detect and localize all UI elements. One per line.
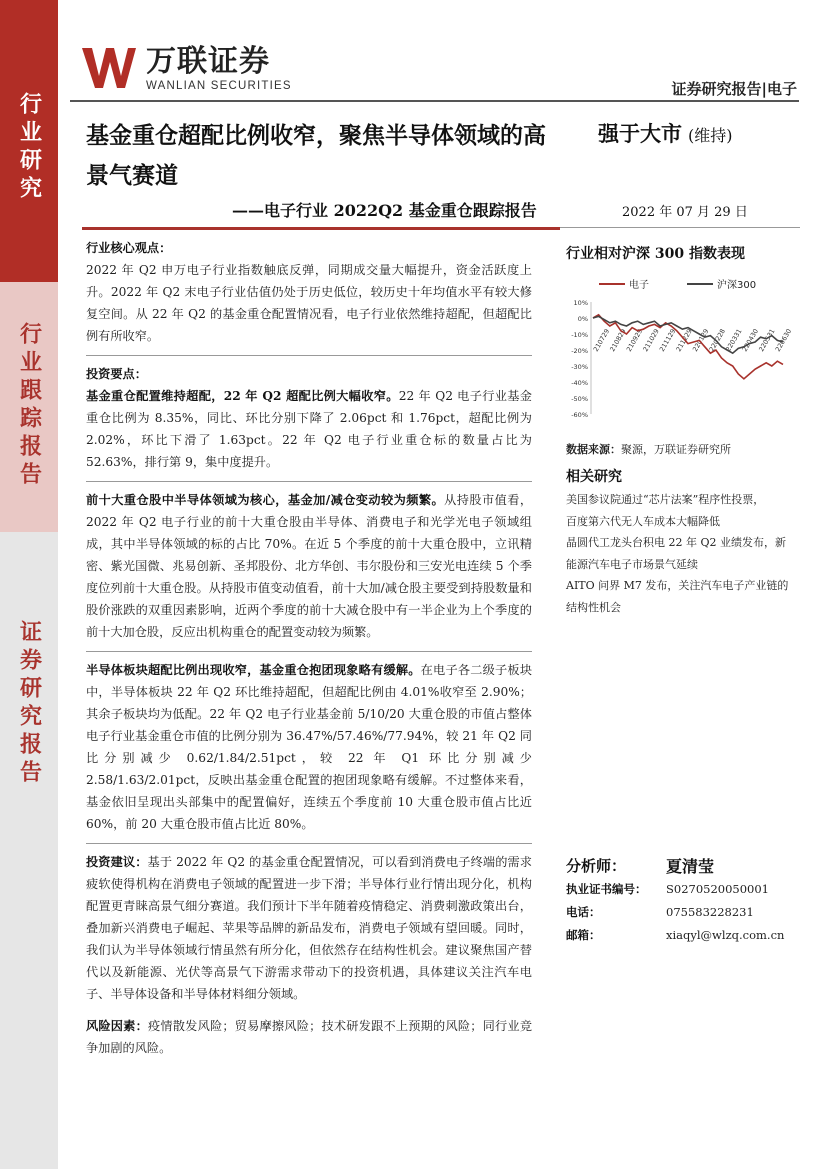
x-tick-label: 210729 [591,327,612,353]
point-4-lead: 投资建议： [86,855,148,869]
related-research-list [566,489,802,618]
phone-number: 075583228231 [666,904,754,919]
x-tick-label: 210829 [608,327,628,353]
point-3-text: 在电子各二级子板块中，半导体板块 22 年 Q2 环比维持超配，但超配比例由 4.01%收窄至 2.90%；其余子板块均为低配。22 年 Q2 电子行业基金前 5/10/20 大重仓股的市值占整体电子行业基金重仓市值的比例分别为 36.47%/57.46%/77.94%，较 21 年 Q2 同比分别减少 0.62/1.84/2.51pct，较 22 年 Q1 环比分别减少 2.58/1.63/2.01pct，反映出基金重仓配置的抱团现象略有缓解。不过整体来看，基金依旧呈现出头部集中的配置偏好，连续五个季度前 10 大重仓股市值占比近 60%，前 20 大重仓股市值占比近 80%。 [86,663,533,831]
related-research-title: 相关研究 [566,469,622,485]
logo-chinese-name: 万联证券 [146,44,270,79]
report-subtitle: ——电子行业 2022Q2 基金重仓跟踪报告 [232,201,537,220]
point-1-lead: 基金重仓配置维持超配，22 年 Q2 超配比例大幅收窄。 [86,389,399,403]
title-divider-gray [560,227,800,228]
chart-title: 行业相对沪深 300 指数表现 [566,246,745,262]
sidebar-block-tracking [0,282,58,532]
legend-label: 电子 [629,280,649,291]
logo-w-icon [82,46,136,90]
related-item[interactable]: 能源汽车电子市场景气延续 [566,557,698,571]
section-divider [86,481,532,482]
y-tick-label: -10% [571,331,588,339]
x-tick-label: 211229 [674,327,694,353]
y-tick-label: -60% [571,411,588,419]
cert-number: S0270520050001 [666,881,769,896]
analyst-info [566,854,802,946]
report-title: 基金重仓超配比例收窄，聚焦半导体领域的高景气赛道 [86,123,546,189]
point-4 [86,851,532,1005]
main-content [86,237,532,1059]
sidebar-block-research [0,0,58,282]
related-item[interactable]: 百度第六代无人车成本大幅降低 [566,514,720,528]
cert-label: 执业证书编号： [566,881,647,896]
rating-label: 强于大市 [598,122,682,146]
email-label: 邮箱： [566,927,601,942]
core-text: 2022 年 Q2 申万电子行业指数触底反弹，同期成交量大幅提升，资金活跃度上升。2022 年 Q2 末电子行业估值仍处于历史低位，较历史十年均值水平有较大修复空间。从 22 年 Q2 的基金重仓配置情况看，电子行业依然维持超配，但超配比例有所收窄。 [86,263,532,343]
x-tick-label: 220129 [691,327,711,353]
left-sidebar [0,0,58,1169]
phone-label: 电话： [566,904,601,919]
x-tick-label: 210929 [624,327,645,353]
point-1 [86,385,532,473]
data-source [566,441,731,457]
point-2-lead: 前十大重仓股中半导体领域为核心，基金加/减仓变动较为频繁。 [86,493,445,507]
point-3 [86,659,532,835]
point-1-text: 22 年 Q2 电子行业基金重仓比例为 8.35%，同比、环比分别下降了 2.06pct 和 1.76pct，超配比例为 2.02%，环比下滑了 1.63pct。22 年 Q2 电子行业重仓标的数量占比为 52.63%，排行第 9，集中度提升。 [86,389,532,469]
point-5-lead: 风险因素： [86,1019,148,1033]
source-label: 数据来源： [566,443,621,456]
x-tick-label: 220531 [757,327,777,353]
sidebar-label-securities: 证券研究报告 [16,620,42,788]
x-tick-label: 211129 [657,327,678,353]
point-5 [86,1015,532,1059]
section-divider [86,355,532,356]
x-tick-label: 220630 [773,327,794,353]
logo-english-name: WANLIAN SECURITIES [146,80,292,92]
invest-heading: 投资要点： [86,367,147,381]
y-tick-label: 0% [577,315,588,323]
point-4-text: 基于 2022 年 Q2 的基金重仓配置情况，可以看到消费电子终端的需求疲软使得机构在消费电子领域的配置进一步下滑；半导体行业行情出现分化，机构配置更青睐高景气细分赛道。我们预计下半年随着疫情稳定、消费刺激政策出台，叠加新兴消费电子崛起、苹果等品牌的新品发布，消费电子领域有望回暖。同时，我们认为半导体领域行情虽然有所分化，但依然存在结构性机会。建议聚焦国产替代以及新能源、光伏等高景气下游需求带动下的投资机遇，具体建议关注汽车电子、半导体设备和半导体材料细分领域。 [86,855,532,1001]
y-tick-label: -30% [571,363,588,371]
x-tick-label: 211029 [641,327,661,353]
analyst-label: 分析师： [566,857,627,875]
company-logo [82,46,292,92]
sidebar-label-research: 行业研究 [16,92,42,204]
rating-box [598,118,768,148]
sidebar-block-securities [0,532,58,1169]
rating-sub: (维持) [688,126,733,145]
y-tick-label: -50% [571,395,588,403]
related-item[interactable]: 结构性机会 [566,600,621,614]
point-2-text: 从持股市值看，2022 年 Q2 电子行业的前十大重仓股由半导体、消费电子和光学光电子领域组成，其中半导体领域的标的占比 70%。在近 5 个季度的前十大重仓股中，立讯精密、紫光国微、兆易创新、圣邦股份、北方华创、韦尔股份和三安光电连续 5 个季度位列前十大重仓股。从持股市值变动值看，前十大加/减仓股主要受到持股数量和股价涨跌的双重因素影响，近两个季度的前十大减仓股中有一半企业为上个季度的前十大加仓股，反应出机构重仓的配置变动较为频繁。 [86,493,533,639]
relative-performance-chart [563,272,799,432]
legend-label: 沪深300 [717,280,757,291]
email-address[interactable]: xiaqyl@wlzq.com.cn [666,927,785,942]
related-item[interactable]: AITO 问界 M7 发布，关注汽车电子产业链的 [566,579,789,592]
point-3-lead: 半导体板块超配比例出现收窄，基金重仓抱团现象略有缓解。 [86,663,421,677]
report-type: 证券研究报告|电子 [671,80,797,98]
x-tick-label: 220430 [740,327,761,353]
point-2 [86,489,532,643]
section-divider [86,651,532,652]
x-tick-label: 220228 [707,327,727,353]
related-item[interactable]: 美国参议院通过“芯片法案”程序性投票， [566,493,765,506]
section-divider [86,843,532,844]
sidebar-label-tracking: 行业跟踪报告 [16,322,42,490]
y-tick-label: -20% [571,347,588,355]
y-tick-label: -40% [571,379,588,387]
report-date: 2022 年 07 月 29 日 [622,205,748,220]
source-text: 聚源，万联证券研究所 [621,443,731,456]
core-heading: 行业核心观点： [86,241,172,255]
analyst-name: 夏清莹 [666,857,715,876]
point-5-text: 疫情散发风险；贸易摩擦风险；技术研发跟不上预期的风险；同行业竞争加剧的风险。 [86,1019,533,1055]
x-tick-label: 220331 [724,327,744,353]
related-item[interactable]: 晶圆代工龙头台积电 22 年 Q2 业绩发布，新 [566,536,786,549]
title-divider-red [82,227,560,230]
chart-svg [563,272,799,432]
header-divider [70,100,799,102]
y-tick-label: 10% [573,299,588,307]
